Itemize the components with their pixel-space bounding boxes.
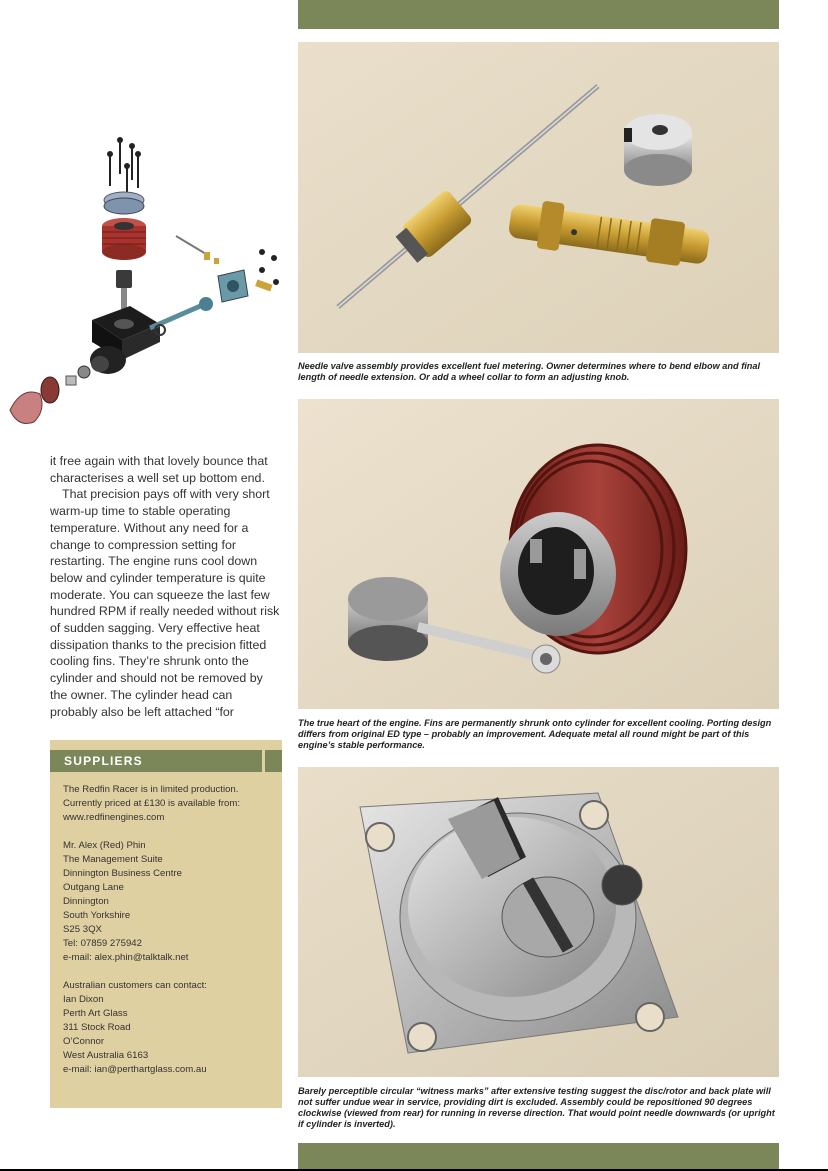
supplier-line: Dinnington: [63, 896, 109, 907]
supplier-line: Outgang Lane: [63, 882, 124, 893]
supplier-line: [63, 825, 275, 839]
body-paragraph-2: That precision pays off with very short warm-up time to stable operating temperature. Without any need for a change to compression setting for restarting. The engine runs cool down below and cylinder temperature is quite moderate. You can squeeze the last few hundred RPM if really needed without risk of sudden sagging. Very effective heat dissipation thanks to the precision fitted cooling fins. They’re shrunk onto the cylinder and should not be removed by the owner. The cylinder head can probably also be left attached “for: [50, 487, 280, 719]
supplier-line: Australian customers can contact:: [63, 980, 207, 991]
supplier-line: Ian Dixon: [63, 994, 104, 1005]
bottom-color-band: [298, 1143, 779, 1169]
supplier-website-link[interactable]: www.redfinengines.com: [63, 812, 165, 823]
supplier-line: South Yorkshire: [63, 910, 131, 921]
supplier-line: The Redfin Racer is in limited production.: [63, 784, 239, 795]
supplier-line: [63, 965, 275, 979]
exploded-diagram-svg: [0, 128, 292, 428]
supplier-line: Mr. Alex (Red) Phin: [63, 840, 146, 851]
cylinder-photo: [298, 399, 779, 709]
backplate-photo: [298, 767, 779, 1077]
suppliers-box: [50, 740, 282, 1108]
supplier-line: 311 Stock Road: [63, 1022, 131, 1033]
suppliers-details: [63, 783, 275, 1077]
supplier-line: S25 3QX: [63, 924, 102, 935]
body-text-column: [50, 453, 282, 720]
top-color-band: [298, 0, 779, 29]
supplier-line: Currently priced at £130 is available from:: [63, 798, 241, 809]
needle-valve-caption: Needle valve assembly provides excellent fuel metering. Owner determines where to bend elbow and final length of needle extension. Or add a wheel collar to form an adjusting knob.: [298, 361, 761, 382]
body-paragraph-1: it free again with that lovely bounce that characterises a well set up bottom end.: [50, 454, 268, 485]
needle-valve-photo: [298, 42, 779, 353]
supplier-email-link[interactable]: e-mail: ian@perthartglass.com.au: [63, 1064, 207, 1075]
supplier-email-link[interactable]: e-mail: alex.phin@talktalk.net: [63, 952, 189, 963]
supplier-phone: Tel: 07859 275942: [63, 938, 142, 949]
supplier-line: West Australia 6163: [63, 1050, 149, 1061]
supplier-line: O’Connor: [63, 1036, 105, 1047]
supplier-line: Perth Art Glass: [63, 1008, 128, 1019]
supplier-line: Dinnington Business Centre: [63, 868, 182, 879]
suppliers-header-tab: [265, 750, 282, 772]
supplier-line: The Management Suite: [63, 854, 163, 865]
backplate-caption: Barely perceptible circular “witness marks” after extensive testing suggest the disc/rotor and back plate will not suffer undue wear in service, providing dirt is excluded. Assembly could be repositioned 90 degrees clockwise (viewed from rear) for running in reverse direction. That would point needle downwards (or upright if cylinder is inverted).: [298, 1086, 775, 1129]
cylinder-caption: The true heart of the engine. Fins are permanently shrunk onto cylinder for excellent cooling. Porting design differs from original ED type – probably an improvement. Adequate metal all round might be part of this engine’s stable performance.: [298, 718, 772, 750]
exploded-engine-diagram: [0, 128, 292, 428]
suppliers-title: SUPPLIERS: [64, 754, 143, 768]
